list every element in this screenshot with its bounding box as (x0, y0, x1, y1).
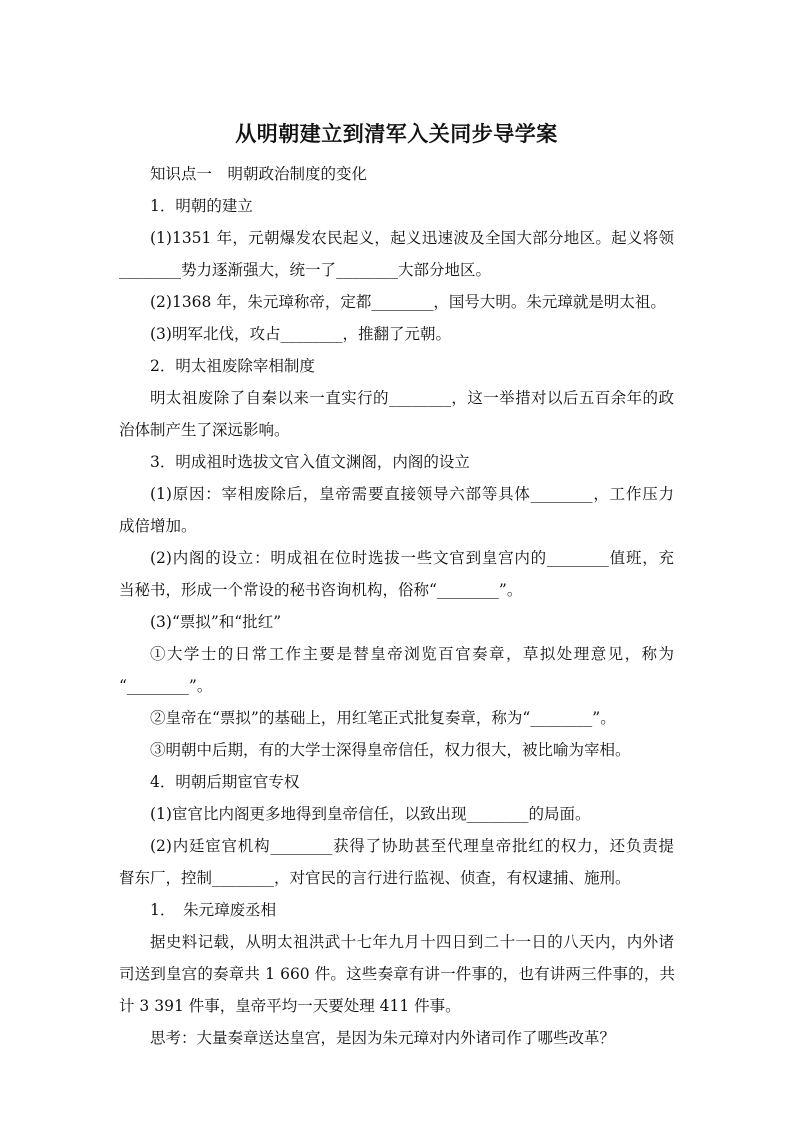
subsection-heading: 2．明太祖废除宰相制度 (150, 357, 315, 375)
paragraph-line: 成倍增加。 (119, 517, 197, 535)
paragraph-line: 计 3 391 件事，皇帝平均一天要处理 411 件事。 (119, 997, 461, 1015)
paragraph-line: 督东厂，控制________，对官民的言行进行监视、侦查，有权逮捕、施刑。 (119, 869, 631, 887)
subsection-heading: 1． 朱元璋废丞相 (150, 901, 277, 919)
paragraph-line: (2)内阁的设立：明成祖在位时选拔一些文官到皇宫内的________值班，充 (150, 549, 674, 567)
paragraph-line: (3)“票拟”和“批红” (150, 613, 282, 631)
paragraph-line: (3)明军北伐，攻占________，推翻了元朝。 (150, 325, 451, 343)
paragraph-line: ________势力逐渐强大，统一了________大部分地区。 (119, 261, 492, 279)
paragraph-line: (1)1351 年，元朝爆发农民起义，起义迅速波及全国大部分地区。起义将领 (150, 229, 674, 247)
page-title: 从明朝建立到清军入关同步导学案 (235, 122, 558, 146)
paragraph-line: 当秘书，形成一个常设的秘书咨询机构，俗称“________”。 (119, 581, 523, 599)
section-heading: 知识点一 明朝政治制度的变化 (150, 165, 368, 183)
question-line: 思考：大量奏章送达皇宫，是因为朱元璋对内外诸司作了哪些改革？ (150, 1029, 616, 1047)
paragraph-line: (1)宦官比内阁更多地得到皇帝信任，以致出现________的局面。 (150, 805, 591, 823)
paragraph-line: ②皇帝在“票拟”的基础上，用红笔正式批复奏章，称为“________”。 (150, 709, 616, 727)
paragraph-line: (2)1368 年，朱元璋称帝，定都________，国号大明。朱元璋就是明太祖。 (150, 293, 666, 311)
paragraph-line: 据史料记载，从明太祖洪武十七年九月十四日到二十一日的八天内，内外诸 (150, 933, 674, 951)
paragraph-line: (2)内廷宦官机构________获得了协助甚至代理皇帝批红的权力，还负责提 (150, 837, 674, 855)
paragraph-line: “________”。 (119, 677, 213, 695)
paragraph-line: 司送到皇宫的奏章共 1 660 件。这些奏章有讲一件事的，也有讲两三件事的，共 (119, 965, 675, 983)
paragraph-line: (1)原因：宰相废除后，皇帝需要直接领导六部等具体________，工作压力 (150, 485, 674, 503)
subsection-heading: 3．明成祖时选拔文官入值文渊阁，内阁的设立 (150, 453, 470, 471)
subsection-heading: 1．明朝的建立 (150, 197, 253, 215)
paragraph-line: ①大学士的日常工作主要是替皇帝浏览百官奏章，草拟处理意见，称为 (150, 645, 674, 663)
paragraph-line: ③明朝中后期，有的大学士深得皇帝信任，权力很大，被比喻为宰相。 (150, 741, 631, 759)
subsection-heading: 4．明朝后期宦官专权 (150, 773, 300, 791)
paragraph-line: 明太祖废除了自秦以来一直实行的________，这一举措对以后五百余年的政 (150, 389, 674, 407)
paragraph-line: 治体制产生了深远影响。 (119, 421, 290, 439)
